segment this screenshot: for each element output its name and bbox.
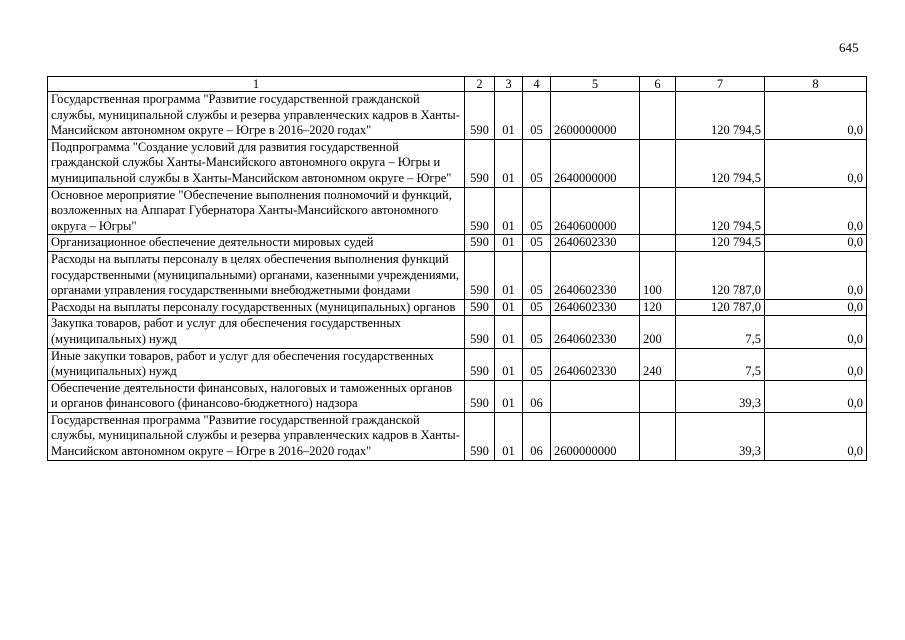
header-row [48,77,867,92]
table-row [48,235,867,252]
cell-section: 01 [495,316,523,348]
cell-target-article: 2600000000 [551,92,640,140]
cell-amount: 120 787,0 [676,299,765,316]
cell-target-article: 2640602330 [551,251,640,299]
cell-amount-2: 0,0 [765,348,867,380]
cell-section: 01 [495,412,523,460]
cell-expense-type: 200 [640,316,676,348]
cell-section: 01 [495,92,523,140]
row-name: Государственная программа "Развитие государственной гражданской службы, муниципальной службы и резерва управленческих кадров в Ханты-Мансийском автономном округе – Югре в 2016–2020 годах" [48,412,465,460]
cell-amount: 120 794,5 [676,187,765,235]
cell-ministry: 590 [465,348,495,380]
cell-section: 01 [495,348,523,380]
cell-ministry: 590 [465,92,495,140]
cell-subsection: 05 [523,299,551,316]
cell-ministry: 590 [465,187,495,235]
cell-subsection: 05 [523,251,551,299]
table-row [48,380,867,412]
cell-amount-2: 0,0 [765,251,867,299]
cell-expense-type [640,139,676,187]
table-row [48,92,867,140]
col-header-4: 4 [523,77,551,92]
cell-expense-type [640,412,676,460]
cell-expense-type [640,187,676,235]
col-header-5: 5 [551,77,640,92]
row-name: Расходы на выплаты персоналу в целях обеспечения выполнения функций государственными (муниципальными) органами, казенными учреждениями, органами управления государственными внебюджетными фондами [48,251,465,299]
cell-expense-type [640,380,676,412]
cell-amount-2: 0,0 [765,299,867,316]
cell-expense-type [640,92,676,140]
row-name: Государственная программа "Развитие государственной гражданской службы, муниципальной службы и резерва управленческих кадров в Ханты-Мансийском автономном округе – Югре в 2016–2020 годах" [48,92,465,140]
cell-ministry: 590 [465,299,495,316]
cell-subsection: 06 [523,412,551,460]
cell-ministry: 590 [465,412,495,460]
cell-target-article: 2640000000 [551,139,640,187]
page-number: 645 [839,40,859,55]
table-row [48,316,867,348]
cell-target-article: 2640602330 [551,235,640,252]
cell-ministry: 590 [465,316,495,348]
cell-amount-2: 0,0 [765,316,867,348]
table-row [48,348,867,380]
table-row [48,412,867,460]
cell-amount: 120 794,5 [676,235,765,252]
cell-target-article: 2640600000 [551,187,640,235]
table-row [48,251,867,299]
budget-table [47,76,867,461]
cell-subsection: 05 [523,139,551,187]
cell-section: 01 [495,380,523,412]
row-name: Расходы на выплаты персоналу государственных (муниципальных) органов [48,299,465,316]
row-name: Иные закупки товаров, работ и услуг для обеспечения государственных (муниципальных) нужд [48,348,465,380]
cell-subsection: 05 [523,316,551,348]
cell-expense-type: 120 [640,299,676,316]
cell-section: 01 [495,251,523,299]
cell-target-article: 2640602330 [551,316,640,348]
row-name: Закупка товаров, работ и услуг для обеспечения государственных (муниципальных) нужд [48,316,465,348]
col-header-8: 8 [765,77,867,92]
row-name: Организационное обеспечение деятельности мировых судей [48,235,465,252]
cell-ministry: 590 [465,139,495,187]
cell-amount-2: 0,0 [765,187,867,235]
cell-amount-2: 0,0 [765,92,867,140]
cell-subsection: 05 [523,348,551,380]
cell-amount-2: 0,0 [765,139,867,187]
cell-section: 01 [495,235,523,252]
cell-target-article: 2640602330 [551,299,640,316]
cell-expense-type [640,235,676,252]
cell-amount-2: 0,0 [765,235,867,252]
cell-subsection: 05 [523,92,551,140]
cell-ministry: 590 [465,235,495,252]
cell-target-article [551,380,640,412]
cell-amount-2: 0,0 [765,380,867,412]
row-name: Основное мероприятие "Обеспечение выполнения полномочий и функций, возложенных на Аппарат Губернатора Ханты-Мансийского автономного округа – Югры" [48,187,465,235]
table-row [48,139,867,187]
cell-section: 01 [495,139,523,187]
cell-amount: 7,5 [676,348,765,380]
cell-expense-type: 100 [640,251,676,299]
col-header-6: 6 [640,77,676,92]
cell-subsection: 05 [523,187,551,235]
col-header-3: 3 [495,77,523,92]
cell-target-article: 2640602330 [551,348,640,380]
cell-amount: 120 794,5 [676,139,765,187]
col-header-7: 7 [676,77,765,92]
cell-amount: 7,5 [676,316,765,348]
cell-amount: 120 794,5 [676,92,765,140]
cell-amount-2: 0,0 [765,412,867,460]
cell-subsection: 05 [523,235,551,252]
col-header-2: 2 [465,77,495,92]
cell-section: 01 [495,299,523,316]
cell-amount: 39,3 [676,412,765,460]
cell-target-article: 2600000000 [551,412,640,460]
cell-ministry: 590 [465,380,495,412]
cell-expense-type: 240 [640,348,676,380]
row-name: Подпрограмма "Создание условий для развития государственной гражданской службы Ханты-Мансийского автономного округа – Югры и муниципальной службы в Ханты-Мансийском автономном округе – Югре" [48,139,465,187]
cell-section: 01 [495,187,523,235]
row-name: Обеспечение деятельности финансовых, налоговых и таможенных органов и органов финансового (финансово-бюджетного) надзора [48,380,465,412]
cell-ministry: 590 [465,251,495,299]
table-row [48,187,867,235]
cell-amount: 120 787,0 [676,251,765,299]
cell-amount: 39,3 [676,380,765,412]
col-header-1: 1 [48,77,465,92]
cell-subsection: 06 [523,380,551,412]
table-row [48,299,867,316]
